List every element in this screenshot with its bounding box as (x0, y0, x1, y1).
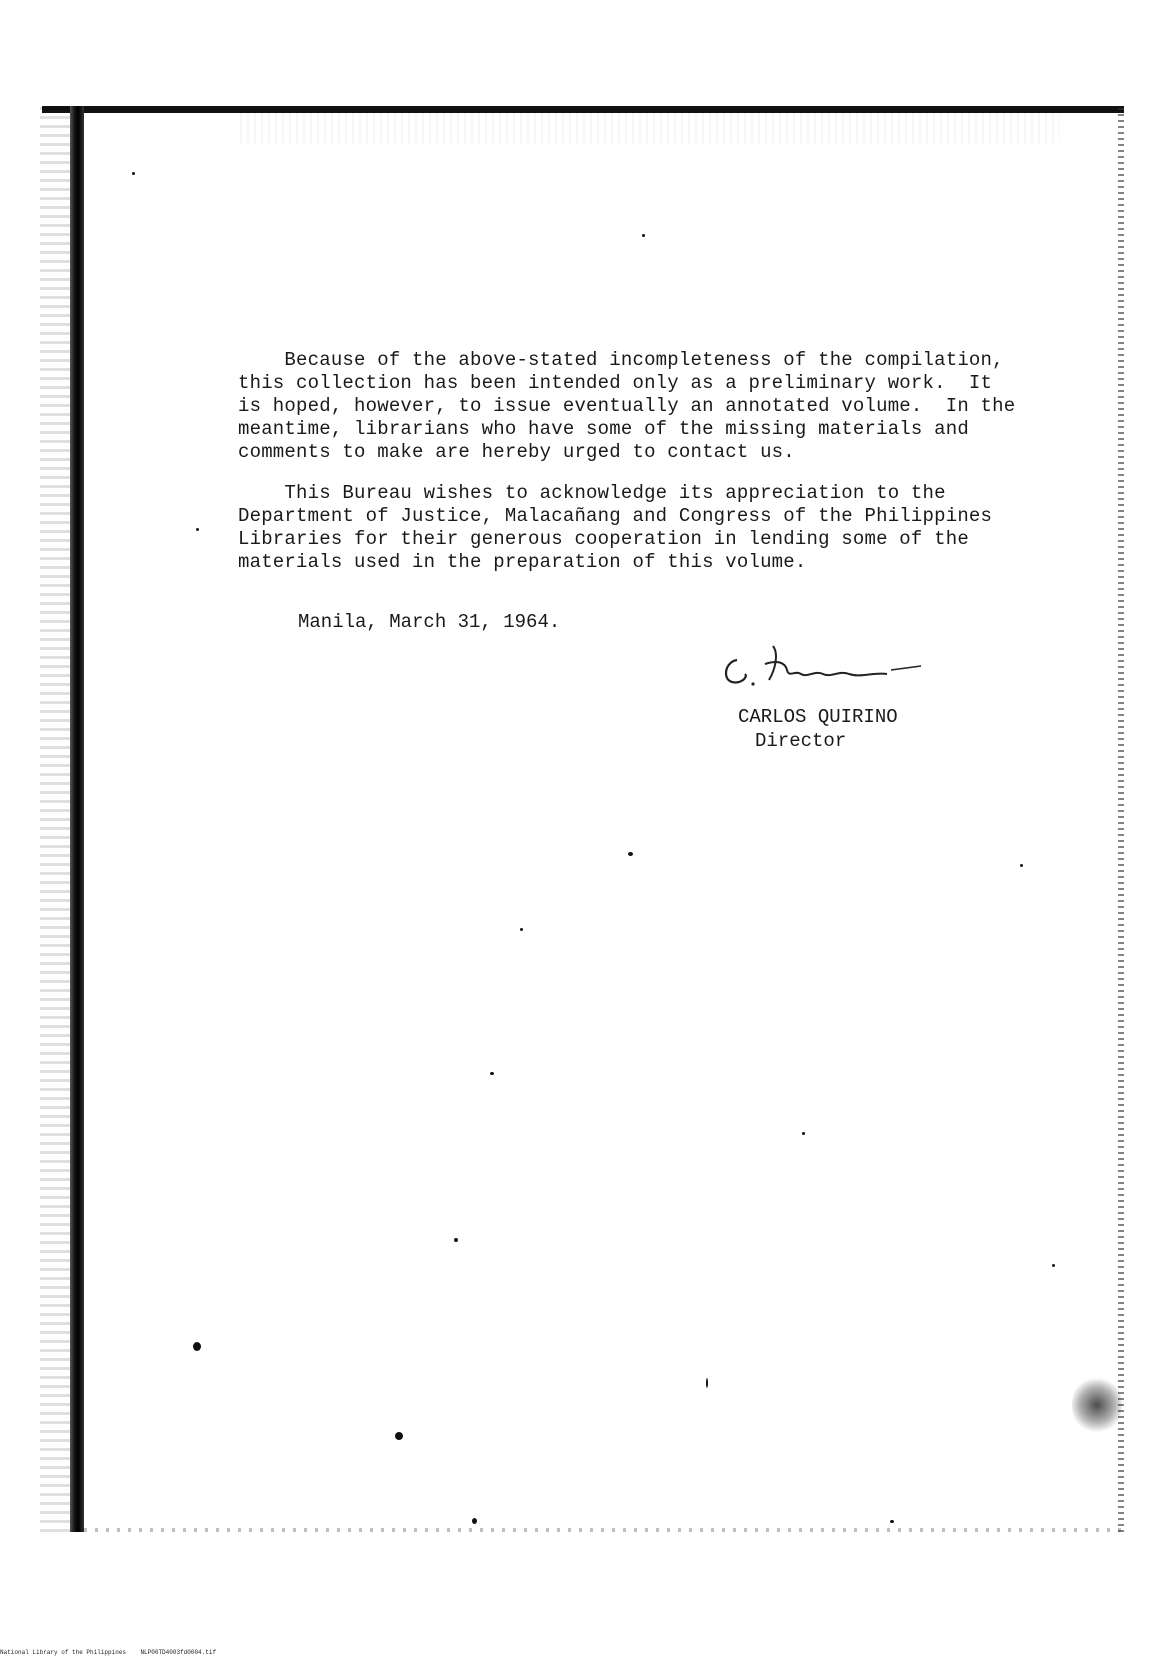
footer-file-id: NLP00TD4003fd0004.tif (140, 1649, 217, 1656)
scan-right-border (1118, 106, 1124, 1532)
scan-speck (472, 1518, 477, 1524)
scan-speck (706, 1378, 708, 1388)
footer-institution: National Library of the Philippines (0, 1649, 127, 1656)
scan-speck (193, 1342, 201, 1351)
scan-speck (454, 1238, 458, 1242)
scan-speck (520, 928, 523, 931)
letter-body (238, 349, 1068, 574)
footer-note (0, 1649, 216, 1657)
handwritten-signature (715, 640, 965, 700)
scan-speck (490, 1072, 494, 1075)
ink-smudge (1072, 1375, 1122, 1435)
scan-speck (1020, 864, 1023, 867)
dateline: Manila, March 31, 1964. (298, 611, 561, 633)
scan-speck (642, 234, 645, 237)
scan-speck (395, 1432, 403, 1440)
scan-speck (628, 852, 633, 856)
scan-bottom-border (84, 1528, 1124, 1532)
scan-top-border (42, 106, 1124, 113)
scan-speck (802, 1132, 805, 1135)
paragraph-acknowledgement: This Bureau wishes to acknowledge its appreciation to the Department of Justice, Malacañang and Congress of the Philippines Libraries for their generous cooperation in lending some of the materials used in the preparation of this volume. (238, 482, 993, 573)
signatory-name: CARLOS QUIRINO (738, 706, 898, 728)
scan-left-border (70, 106, 84, 1532)
scan-noise-top (240, 113, 1060, 143)
scan-speck (196, 528, 199, 531)
scan-speck (890, 1520, 894, 1523)
paragraph-incompleteness: Because of the above-stated incompleteness of the compilation, this collection has been intended only as a preliminary work. It is hoped, however, to issue eventually an annotated volume. In the meantime, librarians who have some of the missing materials and comments to make are hereby urged to contact us. (238, 349, 1016, 463)
scan-speck (1052, 1264, 1055, 1267)
scan-left-shadow (40, 106, 70, 1532)
signatory-title: Director (755, 730, 847, 752)
scan-speck (132, 172, 135, 175)
